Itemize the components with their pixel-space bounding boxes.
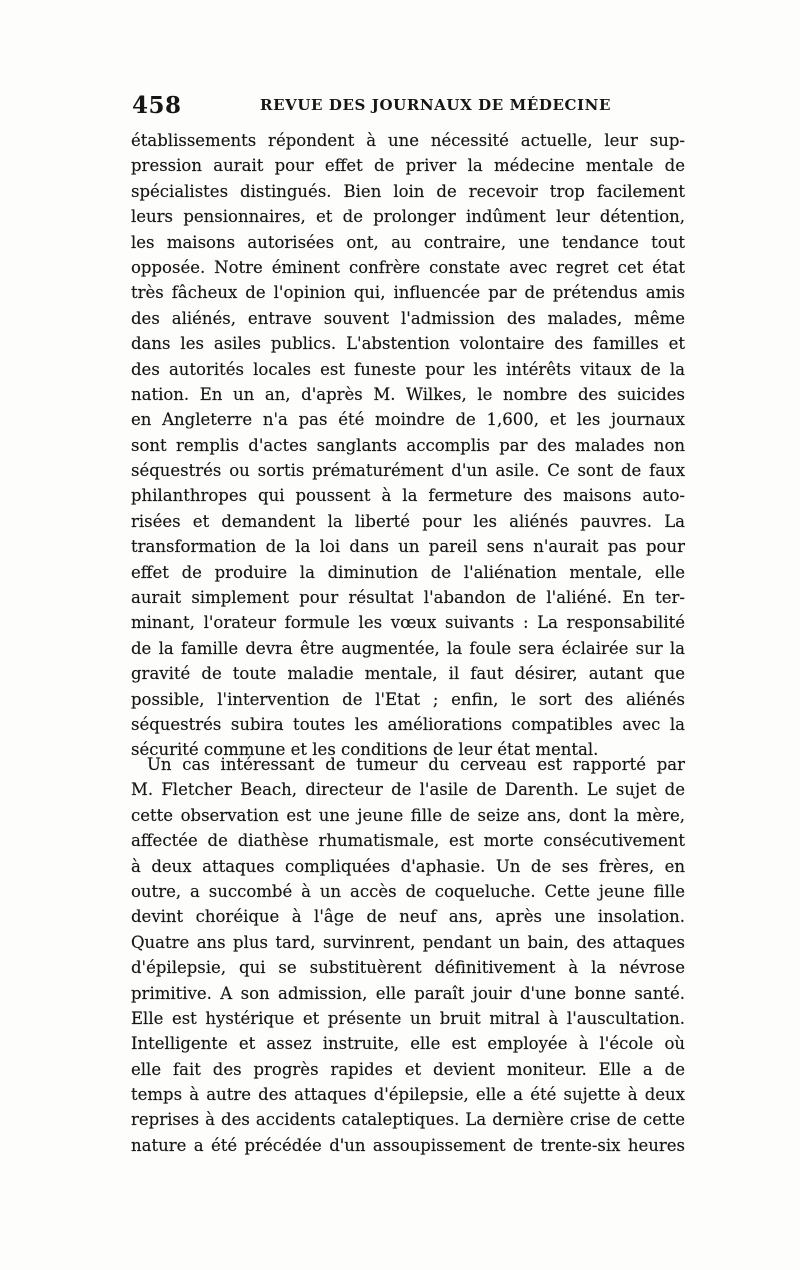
text-line: temps à autre des attaques d'épilepsie, elle a été sujette à deux	[131, 1085, 685, 1105]
text-line: reprises à des accidents cataleptiques. La dernière crise de cette	[131, 1110, 685, 1130]
text-line: spécialistes distingués. Bien loin de recevoir trop facilement	[131, 181, 685, 201]
paragraph-1	[131, 128, 685, 763]
text-line: très fâcheux de l'opinion qui, influencée par de prétendus amis	[131, 283, 685, 303]
text-line: des aliénés, entrave souvent l'admission des malades, même	[131, 308, 685, 328]
text-line: opposée. Notre éminent confrère constate avec regret cet état	[131, 257, 685, 277]
text-line: des autorités locales est funeste pour les intérêts vitaux de la	[131, 359, 685, 379]
text-line: à deux attaques compliquées d'aphasie. Un de ses frères, en	[131, 856, 685, 876]
text-line: dans les asiles publics. L'abstention volontaire des familles et	[131, 334, 685, 354]
text-line: transformation de la loi dans un pareil sens n'aurait pas pour	[131, 537, 685, 557]
text-line: risées et demandent la liberté pour les aliénés pauvres. La	[131, 511, 685, 531]
text-line: pression aurait pour effet de priver la médecine mentale de	[131, 156, 685, 176]
text-line: d'épilepsie, qui se substituèrent définitivement à la névrose	[131, 958, 685, 978]
text-line: cette observation est une jeune fille de seize ans, dont la mère,	[131, 805, 685, 825]
text-line: gravité de toute maladie mentale, il faut désirer, autant que	[131, 664, 685, 684]
text-line: devint choréique à l'âge de neuf ans, après une insolation.	[131, 907, 685, 927]
text-line: Un cas intéressant de tumeur du cerveau est rapporté par	[147, 755, 685, 774]
text-line: de la famille devra être augmentée, la foule sera éclairée sur la	[131, 638, 685, 658]
text-line: Intelligente et assez instruite, elle est employée à l'école où	[131, 1034, 685, 1054]
text-line: sécurité commune et les conditions de leur état mental.	[131, 740, 599, 760]
text-line: nature a été précédée d'un assoupissement de trente-six heures	[131, 1135, 685, 1155]
text-line: Elle est hystérique et présente un bruit mitral à l'auscultation.	[131, 1008, 685, 1028]
text-line: les maisons autorisées ont, au contraire, une tendance tout	[131, 232, 685, 252]
text-line: outre, a succombé à un accès de coqueluche. Cette jeune fille	[131, 881, 685, 901]
text-line: elle fait des progrès rapides et devient moniteur. Elle a de	[131, 1059, 685, 1079]
text-line: leurs pensionnaires, et de prolonger indûment leur détention,	[131, 207, 685, 227]
running-title: REVUE DES JOURNAUX DE MÉDECINE	[260, 96, 612, 114]
text-line: aurait simplement pour résultat l'abandon de l'aliéné. En ter-	[131, 588, 685, 608]
text-line: possible, l'intervention de l'Etat ; enfin, le sort des aliénés	[131, 689, 685, 709]
text-line: philanthropes qui poussent à la fermeture des maisons auto-	[131, 486, 685, 506]
paragraph-2	[131, 752, 685, 1158]
text-line: primitive. A son admission, elle paraît jouir d'une bonne santé.	[131, 983, 685, 1003]
text-line: établissements répondent à une nécessité actuelle, leur sup-	[131, 131, 685, 150]
text-line: séquestrés subira toutes les améliorations compatibles avec la	[131, 714, 685, 734]
text-line: sont remplis d'actes sanglants accomplis par des malades non	[131, 435, 685, 455]
page-header	[132, 92, 682, 122]
text-line: séquestrés ou sortis prématurément d'un asile. Ce sont de faux	[131, 461, 685, 481]
text-line: M. Fletcher Beach, directeur de l'asile de Darenth. Le sujet de	[131, 780, 685, 800]
text-line: minant, l'orateur formule les vœux suivants : La responsabilité	[131, 613, 685, 633]
text-line: nation. En un an, d'après M. Wilkes, le nombre des suicides	[131, 384, 685, 404]
text-line: effet de produire la diminution de l'aliénation mentale, elle	[131, 562, 685, 582]
page-number: 458	[132, 92, 182, 119]
text-line: en Angleterre n'a pas été moindre de 1,600, et les journaux	[131, 410, 685, 430]
text-line: affectée de diathèse rhumatismale, est morte consécutivement	[131, 831, 685, 851]
text-line: Quatre ans plus tard, survinrent, pendant un bain, des attaques	[131, 932, 685, 952]
